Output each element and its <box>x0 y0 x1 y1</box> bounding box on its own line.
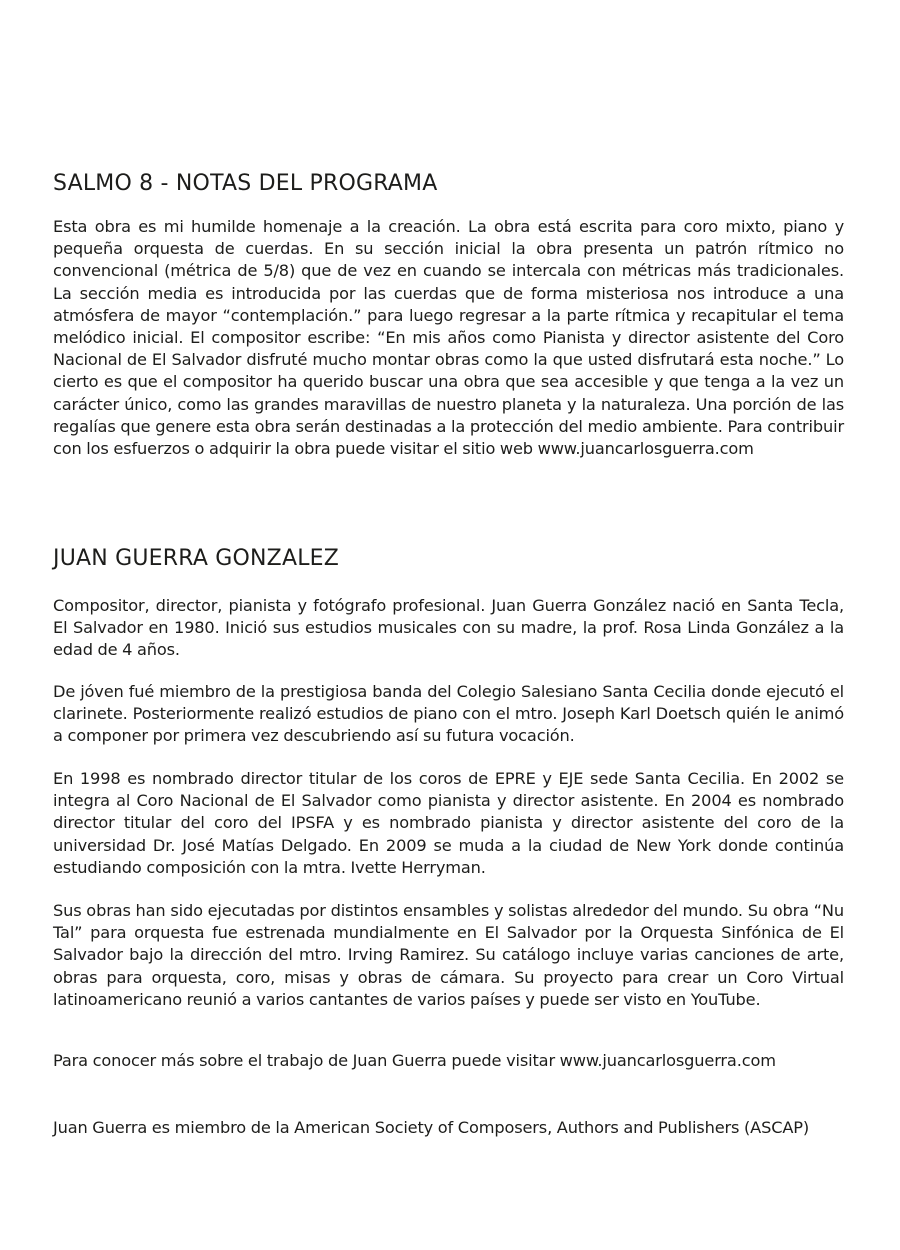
program-notes-text: Esta obra es mi humilde homenaje a la creación. La obra está escrita para coro mixto, piano y pequeña orquesta de cuerdas. En su sección inicial la obra presenta un patrón rítmico no convencional (métrica de 5/8) que de vez en cuando se intercala con métricas más tradicionales. La sección media es introducida por las cuerdas que de forma misteriosa nos introduce a una atmósfera de mayor “contemplación.” para luego regresar a la parte rítmica y recapitular el tema melódico inicial. El compositor escribe: “En mis años como Pianista y director asistente del Coro Nacional de El Salvador disfruté mucho montar obras como la que usted disfrutará esta noche.” Lo cierto es que el compositor ha querido buscar una obra que sea accesible y que tenga a la vez un carácter único, como las grandes maravillas de nuestro planeta y la naturaleza. Una porción de las regalías que genere esta obra serán destinadas a la protección del medio ambiente. Para contribuir con los esfuerzos o adquirir la obra puede visitar el sitio web www.juancarlosguerra.com <box>53 217 844 459</box>
biography-title: JUAN GUERRA GONZALEZ <box>53 546 340 571</box>
biography-paragraph: De jóven fué miembro de la prestigiosa banda del Colegio Salesiano Santa Cecilia donde ejecutó el clarinete. Posteriormente realizó estudios de piano con el mtro. Joseph Karl Doetsch quién le animó a componer por primera vez descubriendo así su futura vocación. <box>53 682 844 746</box>
biography-paragraph: Juan Guerra es miembro de la American Society of Composers, Authors and Publishers (ASCAP) <box>53 1118 810 1137</box>
biography-paragraph: Compositor, director, pianista y fotógrafo profesional. Juan Guerra González nació en Santa Tecla, El Salvador en 1980. Inició sus estudios musicales con su madre, la prof. Rosa Linda González a la edad de 4 años. <box>53 596 844 660</box>
biography-paragraph: En 1998 es nombrado director titular de los coros de EPRE y EJE sede Santa Cecilia. En 2002 se integra al Coro Nacional de El Salvador como pianista y director asistente. En 2004 es nombrado director titular del coro del IPSFA y es nombrado pianista y director asistente del coro de la universidad Dr. José Matías Delgado. En 2009 se muda a la ciudad de New York donde continúa estudiando composición con la mtra. Ivette Herryman. <box>53 769 844 877</box>
biography-paragraph: Sus obras han sido ejecutadas por distintos ensambles y solistas alrededor del mundo. Su obra “Nu Tal” para orquesta fue estrenada mundialmente en El Salvador por la Orquesta Sinfónica de El Salvador bajo la dirección del mtro. Irving Ramirez. Su catálogo incluye varias canciones de arte, obras para orquesta, coro, misas y obras de cámara. Su proyecto para crear un Coro Virtual latinoamericano reunió a varios cantantes de varios países y puede ser visto en YouTube. <box>53 901 844 1009</box>
program-notes-title: SALMO 8 - NOTAS DEL PROGRAMA <box>53 171 438 196</box>
biography-paragraph: Para conocer más sobre el trabajo de Juan Guerra puede visitar www.juancarlosguerra.com <box>53 1051 776 1070</box>
